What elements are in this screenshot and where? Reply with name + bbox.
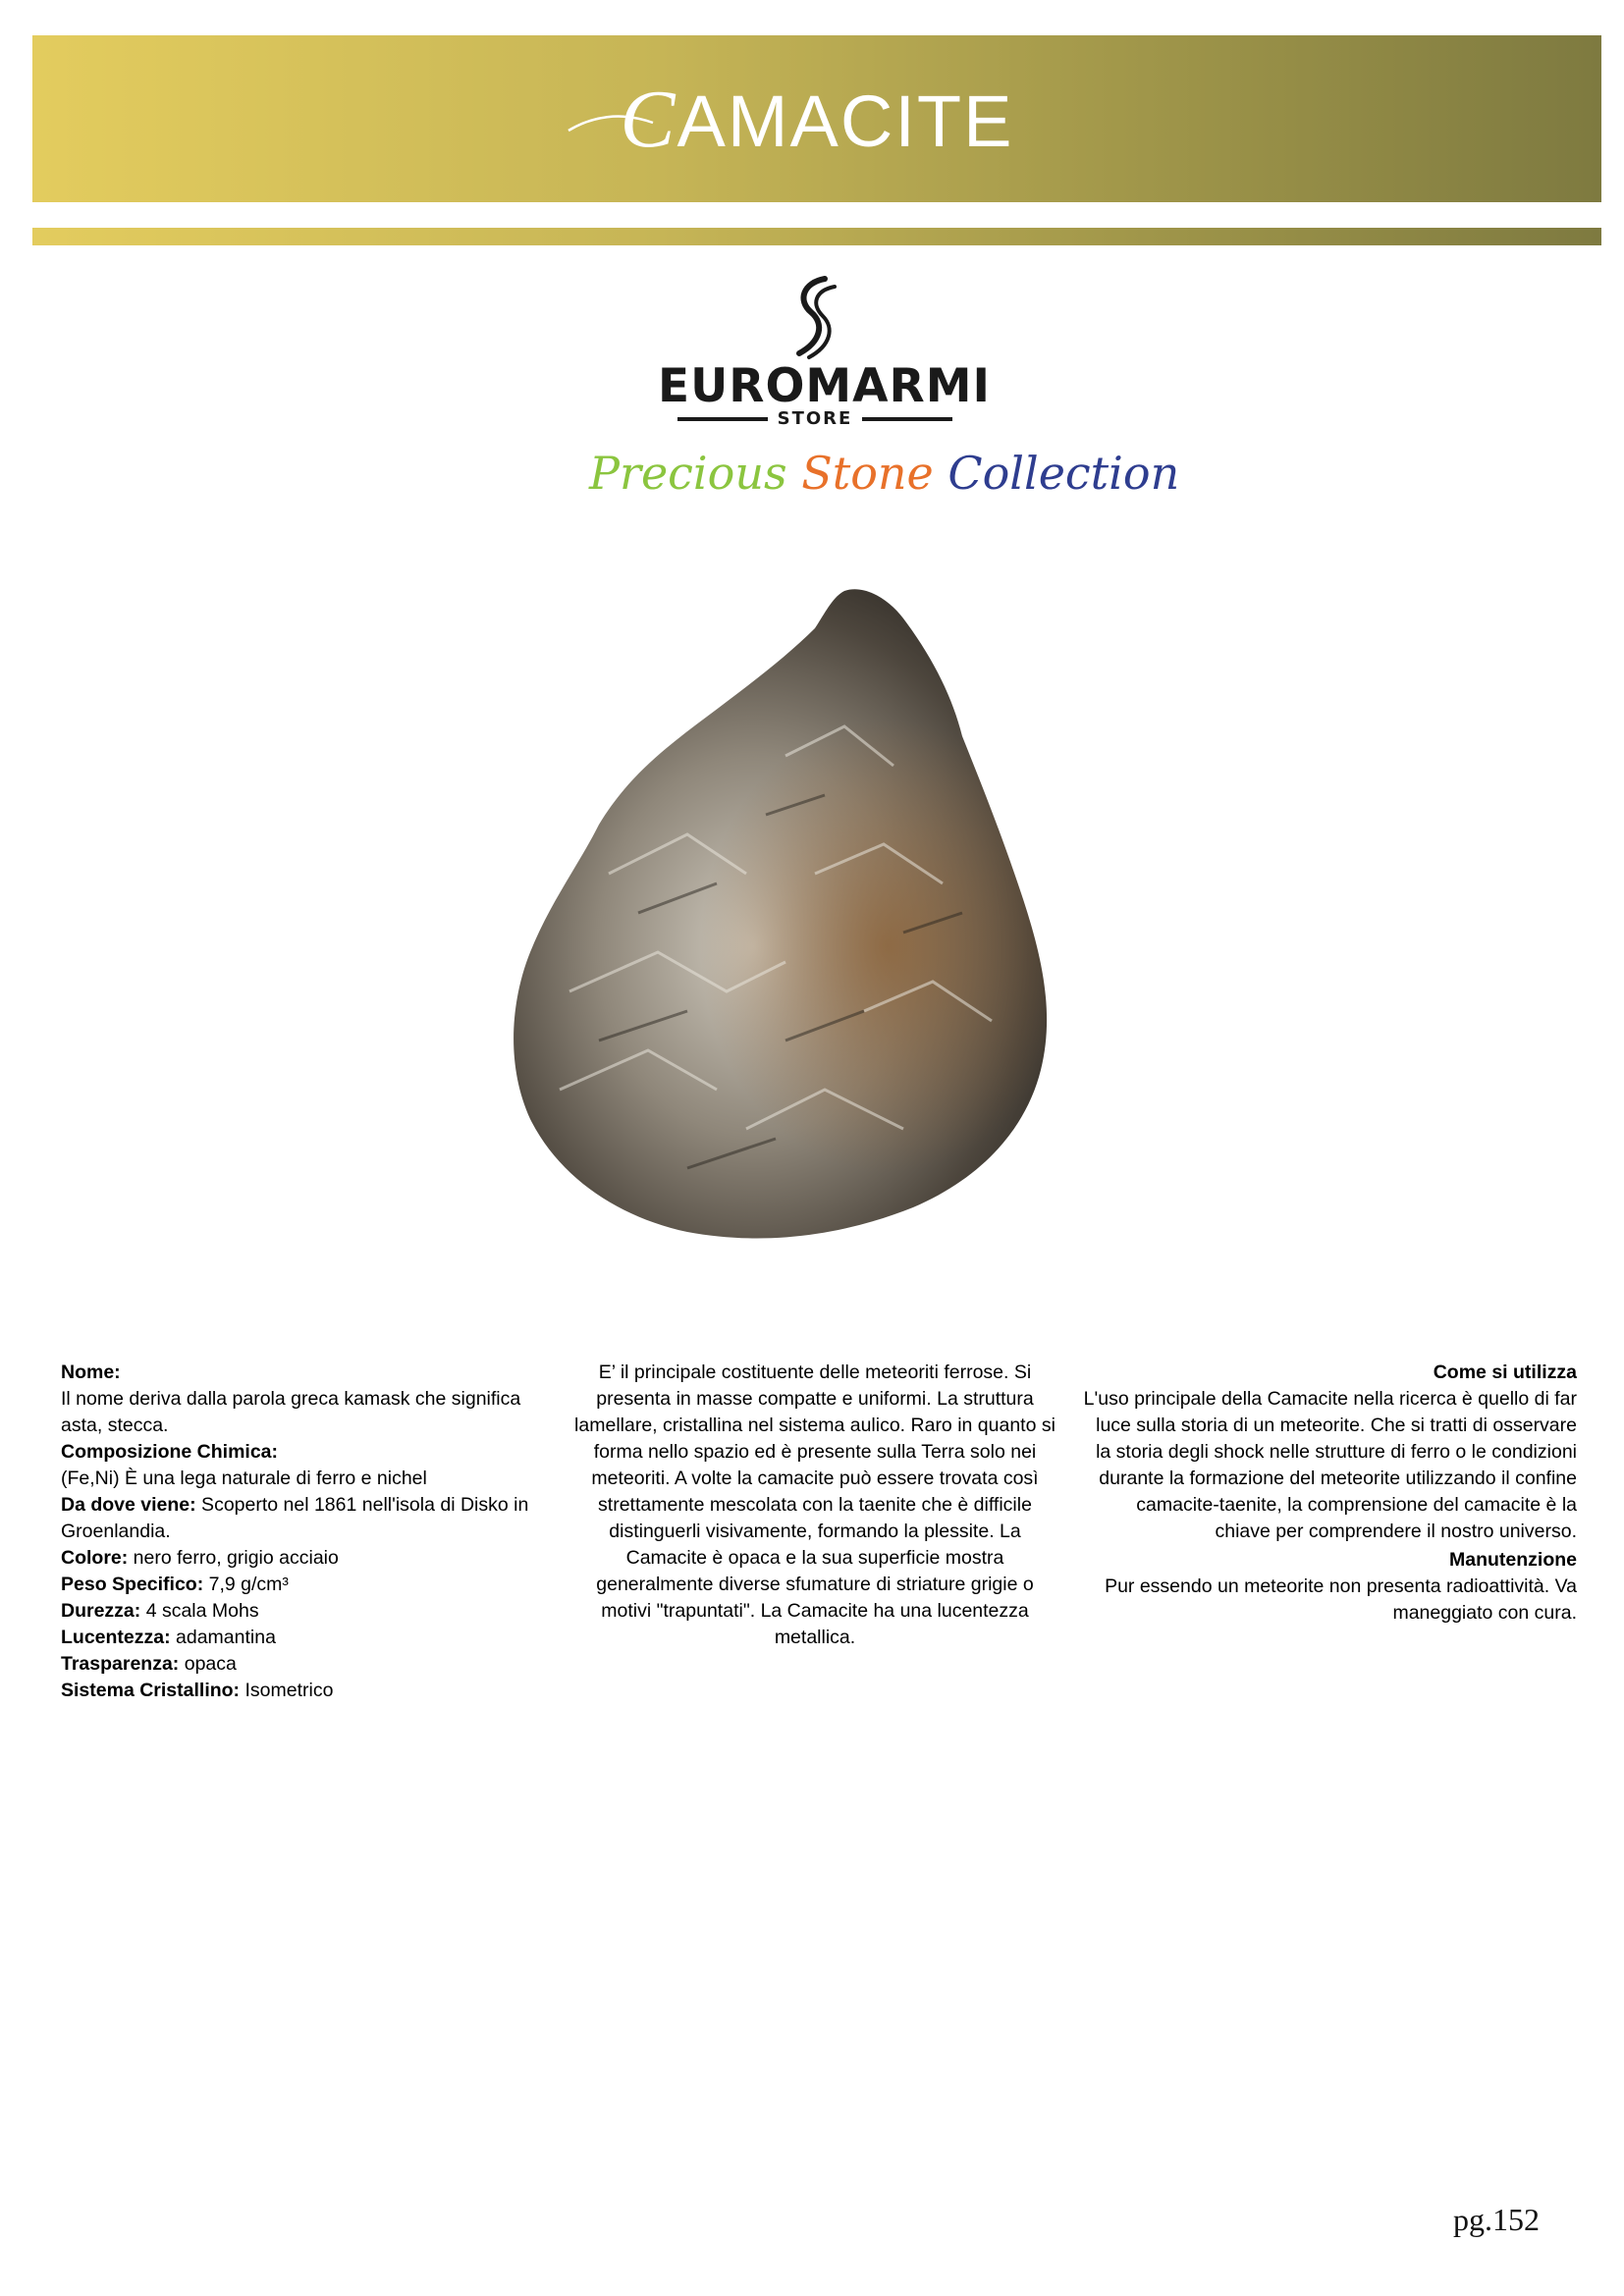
collection-word-3: Collection — [947, 447, 1180, 500]
sistema-text: Isometrico — [240, 1680, 334, 1701]
composizione-label: Composizione Chimica: — [61, 1441, 279, 1463]
peso-label: Peso Specifico: — [61, 1574, 204, 1595]
brand-line-left — [677, 417, 768, 421]
trasparenza-label: Trasparenza: — [61, 1653, 180, 1675]
peso-text: 7,9 g/cm³ — [203, 1574, 289, 1595]
usage-heading: Come si utilizza — [1433, 1362, 1577, 1383]
swash-decoration-icon — [567, 109, 655, 138]
colore-text: nero ferro, grigio acciaio — [128, 1547, 339, 1569]
collection-word-2: Stone — [801, 447, 934, 500]
maintenance-heading: Manutenzione — [1449, 1549, 1577, 1571]
composizione-text: (Fe,Ni) È una lega naturale di ferro e nichel — [61, 1468, 427, 1489]
brand-line-right — [862, 417, 952, 421]
collection-word-1: Precious — [589, 447, 787, 500]
durezza-text: 4 scala Mohs — [140, 1600, 259, 1622]
durezza-row — [61, 1598, 562, 1625]
description-text: E’ il principale costituente delle meteoriti ferrose. Si presenta in masse compatte e uniformi. La struttura lamellare, cristallina nel sistema aulico. Raro in quanto si forma nello spazio ed è presente sulla Terra solo nei meteoriti. A volte la camacite può essere trovata così strettamente mescolata con la taenite che è difficile distinguerli visivamente, formando la plessite. La Camacite è opaca e la sua superficie mostra generalmente diverse sfumature di striature grigie o motivi "trapuntati". La Camacite ha una lucentezza metallica. — [574, 1362, 1056, 1648]
page-title-rest: AMACITE — [677, 80, 1014, 162]
title-banner — [32, 35, 1601, 202]
trasparenza-text: opaca — [179, 1653, 237, 1675]
provenienza-text: Scoperto nel 1861 nell'isola di Disko in Groenlandia. — [61, 1494, 529, 1542]
provenienza-label: Da dove viene: — [61, 1494, 196, 1516]
sistema-row — [61, 1678, 562, 1704]
provenienza-row — [61, 1492, 562, 1545]
title-stripe — [32, 228, 1601, 245]
durezza-label: Durezza: — [61, 1600, 141, 1622]
properties-column — [61, 1360, 562, 1704]
nome-text: Il nome deriva dalla parola greca kamask che significa asta, stecca. — [61, 1388, 521, 1436]
colore-row — [61, 1545, 562, 1572]
lucentezza-row — [61, 1625, 562, 1651]
sistema-label: Sistema Cristallino: — [61, 1680, 241, 1701]
brand-store-label: STORE — [777, 408, 853, 429]
usage-column — [1078, 1360, 1577, 1627]
double-s-logo-icon — [785, 273, 844, 361]
collection-tagline — [589, 447, 1180, 500]
page-title — [621, 72, 1014, 167]
lucentezza-text: adamantina — [170, 1627, 276, 1648]
usage-text: L'uso principale della Camacite nella ricerca è quello di far luce sulla storia di un meteorite. Che si tratti di osservare la storia degli shock nelle strutture di ferro o le condizioni durante la formazione del meteorite utilizzando il confine camacite-taenite, la comprensione del camacite è la chiave per comprendere il nostro universo. — [1083, 1388, 1577, 1542]
lucentezza-label: Lucentezza: — [61, 1627, 171, 1648]
brand-name: EUROMARMI — [658, 359, 992, 413]
trasparenza-row — [61, 1651, 562, 1678]
nome-label: Nome: — [61, 1362, 121, 1383]
peso-row — [61, 1572, 562, 1598]
page-number: pg.152 — [1453, 2202, 1540, 2237]
maintenance-text: Pur essendo un meteorite non presenta radioattività. Va maneggiato con cura. — [1105, 1575, 1577, 1624]
brand-logo — [658, 273, 992, 440]
camacite-stone-photo — [491, 579, 1080, 1286]
description-column — [574, 1360, 1056, 1651]
page-title-initial: C — [620, 73, 677, 165]
colore-label: Colore: — [61, 1547, 129, 1569]
